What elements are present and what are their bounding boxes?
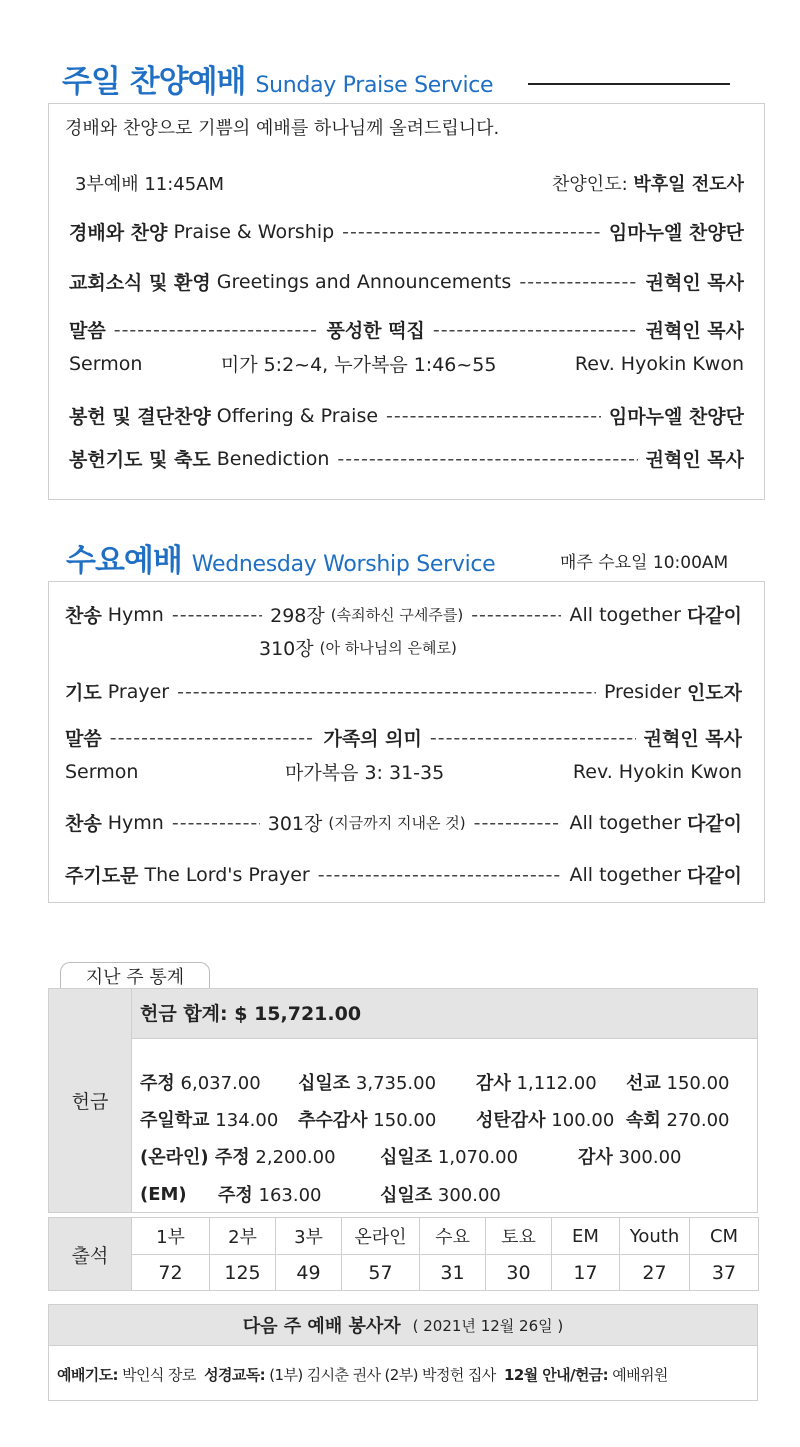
wednesday-box — [48, 581, 765, 903]
lord-en: The Lord's Prayer — [144, 863, 310, 886]
attendance-value: 30 — [485, 1254, 552, 1291]
offering-key: 십일조 — [298, 1073, 351, 1094]
hymn2-no: 310장 — [259, 638, 314, 660]
dash-leader — [114, 319, 319, 341]
wed-lords-prayer-row — [65, 861, 742, 888]
offer-en: Offering & Praise — [216, 404, 379, 427]
sunday-time-row — [75, 170, 744, 196]
offering-value: 1,112.00 — [516, 1073, 597, 1094]
hymn-who-en: All together — [569, 863, 681, 886]
hymn-who-ko: 다같이 — [686, 865, 742, 887]
sunday-title-ko: 주일 찬양예배 — [62, 64, 246, 100]
sermon-who: 권혁인 목사 — [645, 320, 744, 342]
offering-key: 감사 — [578, 1147, 613, 1168]
server-prayer-label: 예배기도: — [57, 1366, 118, 1384]
dash-leader — [110, 727, 316, 749]
dash-leader — [172, 604, 262, 626]
server-scripture-names: (1부) 김시춘 권사 (2부) 박정헌 집사 — [269, 1366, 496, 1384]
prayer-en: Prayer — [107, 680, 170, 703]
attendance-header: EM — [551, 1217, 620, 1255]
offering-value: 100.00 — [551, 1110, 615, 1131]
offering-row-3 — [140, 1143, 757, 1169]
sermon-ko: 말씀 — [69, 320, 106, 342]
hymn3-name: (지금까지 지내온 것) — [328, 814, 466, 832]
attendance-header: 수요 — [419, 1217, 486, 1255]
sunday-offering-row — [69, 402, 744, 429]
bene-en: Benediction — [216, 447, 330, 470]
offer-who: 임마누엘 찬양단 — [608, 406, 744, 428]
attendance-header: 2부 — [209, 1217, 276, 1255]
leader-name: 박후일 전도사 — [633, 174, 744, 195]
sunday-sermon-en-row — [69, 350, 744, 377]
wed-sermon-ref: 마가복음 3: 31-35 — [285, 762, 445, 784]
dash-leader — [471, 604, 561, 626]
offering-key: 주정 — [218, 1185, 253, 1206]
prayer-who-ko: 인도자 — [686, 682, 742, 704]
attendance-value: 37 — [689, 1254, 759, 1291]
offering-key: 주정 — [140, 1073, 175, 1094]
offering-row-1 — [140, 1069, 757, 1095]
attendance-header: 온라인 — [341, 1217, 420, 1255]
wed-sermon-row — [65, 724, 742, 751]
attendance-value: 57 — [341, 1254, 420, 1291]
offering-value: 134.00 — [215, 1110, 279, 1131]
sunday-title-rule — [528, 83, 730, 85]
server-prayer-name: 박인식 장로 — [122, 1366, 196, 1384]
praise-en: Praise & Worship — [173, 220, 335, 243]
wednesday-title — [66, 535, 495, 580]
offering-key: 속회 — [626, 1110, 661, 1131]
hymn-en: Hymn — [107, 811, 164, 834]
dash-leader — [318, 864, 562, 886]
dash-leader — [386, 405, 601, 427]
attendance-value: 49 — [275, 1254, 342, 1291]
attendance-value: 125 — [209, 1254, 276, 1291]
attendance-value: 17 — [551, 1254, 620, 1291]
sunday-greet-row — [69, 268, 744, 295]
wednesday-title-en: Wednesday Worship Service — [191, 552, 496, 577]
offering-value: 300.00 — [437, 1185, 501, 1206]
hymn2-name: (아 하나님의 은혜로) — [319, 639, 457, 657]
greet-who: 권혁인 목사 — [645, 272, 744, 294]
attendance-header: 3부 — [275, 1217, 342, 1255]
offering-value: 163.00 — [258, 1185, 322, 1206]
leader-label: 찬양인도: — [552, 174, 628, 195]
praise-ko: 경배와 찬양 — [69, 222, 168, 244]
sunday-sermon-row — [69, 316, 744, 343]
dash-leader — [433, 319, 638, 341]
attendance-header: Youth — [619, 1217, 690, 1255]
attendance-header: 1부 — [131, 1217, 210, 1255]
servers-header — [48, 1304, 758, 1346]
servers-body — [48, 1345, 758, 1401]
offering-key: 십일조 — [380, 1147, 433, 1168]
sunday-benediction-row — [69, 445, 744, 472]
dash-leader — [337, 448, 637, 470]
offering-value: 3,735.00 — [355, 1073, 437, 1094]
wednesday-title-ko: 수요예배 — [66, 543, 182, 579]
servers-row — [57, 1364, 751, 1385]
server-dec-label: 12월 안내/헌금: — [504, 1366, 609, 1384]
attendance-header: CM — [689, 1217, 759, 1255]
attendance-header: 토요 — [485, 1217, 552, 1255]
servers-date: ( 2021년 12월 26일 ) — [412, 1316, 564, 1335]
attendance-value: 31 — [419, 1254, 486, 1291]
offering-key: 선교 — [626, 1073, 661, 1094]
dash-leader — [430, 727, 636, 749]
offering-key: (온라인) 주정 — [140, 1147, 250, 1168]
praise-who: 임마누엘 찬양단 — [608, 222, 744, 244]
server-dec-name: 예배위원 — [612, 1366, 668, 1384]
offering-value: 270.00 — [666, 1110, 730, 1131]
greet-en: Greetings and Announcements — [216, 270, 512, 293]
offering-row-4 — [140, 1181, 757, 1207]
wed-hymn1-row — [65, 601, 742, 628]
bene-who: 권혁인 목사 — [645, 449, 744, 471]
offering-key: 주일학교 — [140, 1110, 210, 1131]
hymn-ko: 찬송 — [65, 813, 102, 835]
offering-key: 십일조 — [380, 1185, 433, 1206]
bene-ko: 봉헌기도 및 축도 — [69, 449, 211, 471]
sermon-title: 풍성한 떡집 — [326, 320, 425, 342]
offering-value: 6,037.00 — [180, 1073, 261, 1094]
greet-ko: 교회소식 및 환영 — [69, 272, 211, 294]
attendance-value: 27 — [619, 1254, 690, 1291]
hymn-who-en: All together — [569, 811, 681, 834]
sermon-en: Sermon — [69, 352, 143, 375]
offering-detail — [131, 1038, 758, 1213]
wed-sermon-who: 권혁인 목사 — [643, 728, 742, 750]
dash-leader — [172, 812, 260, 834]
dash-leader — [177, 681, 596, 703]
wed-hymn2-row — [259, 634, 744, 661]
hymn-who-en: All together — [569, 603, 681, 626]
offer-ko: 봉헌 및 결단찬양 — [69, 406, 211, 428]
offering-value: 150.00 — [373, 1110, 437, 1131]
offering-key: (EM) — [140, 1183, 187, 1205]
attendance-table — [131, 1217, 758, 1291]
offering-value: 300.00 — [618, 1147, 682, 1168]
wed-sermon-ko: 말씀 — [65, 728, 102, 750]
sunday-box — [48, 103, 765, 500]
wednesday-time: 매주 수요일 10:00AM — [560, 553, 729, 573]
wed-prayer-row — [65, 678, 742, 705]
attendance-value: 72 — [131, 1254, 210, 1291]
offering-key: 감사 — [476, 1073, 511, 1094]
wed-hymn3-row — [65, 809, 742, 836]
hymn1-name: (속죄하신 구세주를) — [330, 606, 464, 624]
wed-sermon-who-en: Rev. Hyokin Kwon — [572, 760, 742, 783]
offering-label: 헌금 — [48, 988, 132, 1213]
hymn-who-ko: 다같이 — [686, 605, 742, 627]
offering-value: 1,070.00 — [437, 1147, 519, 1168]
offering-row-2 — [140, 1106, 757, 1132]
sunday-time: 3부예배 11:45AM — [75, 174, 225, 195]
dash-leader — [474, 812, 562, 834]
hymn-who-ko: 다같이 — [686, 813, 742, 835]
offering-key: 추수감사 — [298, 1110, 368, 1131]
hymn-en: Hymn — [107, 603, 164, 626]
sunday-title — [62, 56, 493, 101]
hymn-ko: 찬송 — [65, 605, 102, 627]
sermon-ref: 미가 5:2~4, 누가복음 1:46~55 — [220, 354, 497, 376]
wed-sermon-en: Sermon — [65, 760, 139, 783]
sunday-praise-row — [69, 218, 744, 245]
server-scripture-label: 성경교독: — [204, 1366, 266, 1384]
dash-leader — [519, 271, 637, 293]
offering-total: 헌금 합계: $ 15,721.00 — [131, 988, 758, 1039]
prayer-who-en: Presider — [603, 680, 681, 703]
sermon-who-en: Rev. Hyokin Kwon — [574, 352, 744, 375]
sunday-leader — [552, 170, 744, 196]
hymn3-no: 301장 — [267, 813, 323, 835]
offering-key: 성탄감사 — [476, 1110, 546, 1131]
lord-ko: 주기도문 — [65, 865, 139, 887]
offering-value: 150.00 — [666, 1073, 730, 1094]
attendance-label: 출석 — [48, 1217, 132, 1291]
offering-value: 2,200.00 — [255, 1147, 336, 1168]
prayer-ko: 기도 — [65, 682, 102, 704]
sunday-title-en: Sunday Praise Service — [255, 73, 494, 98]
wed-sermon-en-row — [65, 758, 742, 785]
servers-title: 다음 주 예배 봉사자 — [242, 1316, 401, 1337]
stats-tab: 지난 주 통계 — [60, 962, 210, 992]
wed-sermon-title: 가족의 의미 — [323, 728, 422, 750]
dash-leader — [342, 221, 601, 243]
sunday-intro: 경배와 찬양으로 기쁨의 예배를 하나님께 올려드립니다. — [65, 118, 500, 139]
hymn1-no: 298장 — [270, 605, 325, 627]
